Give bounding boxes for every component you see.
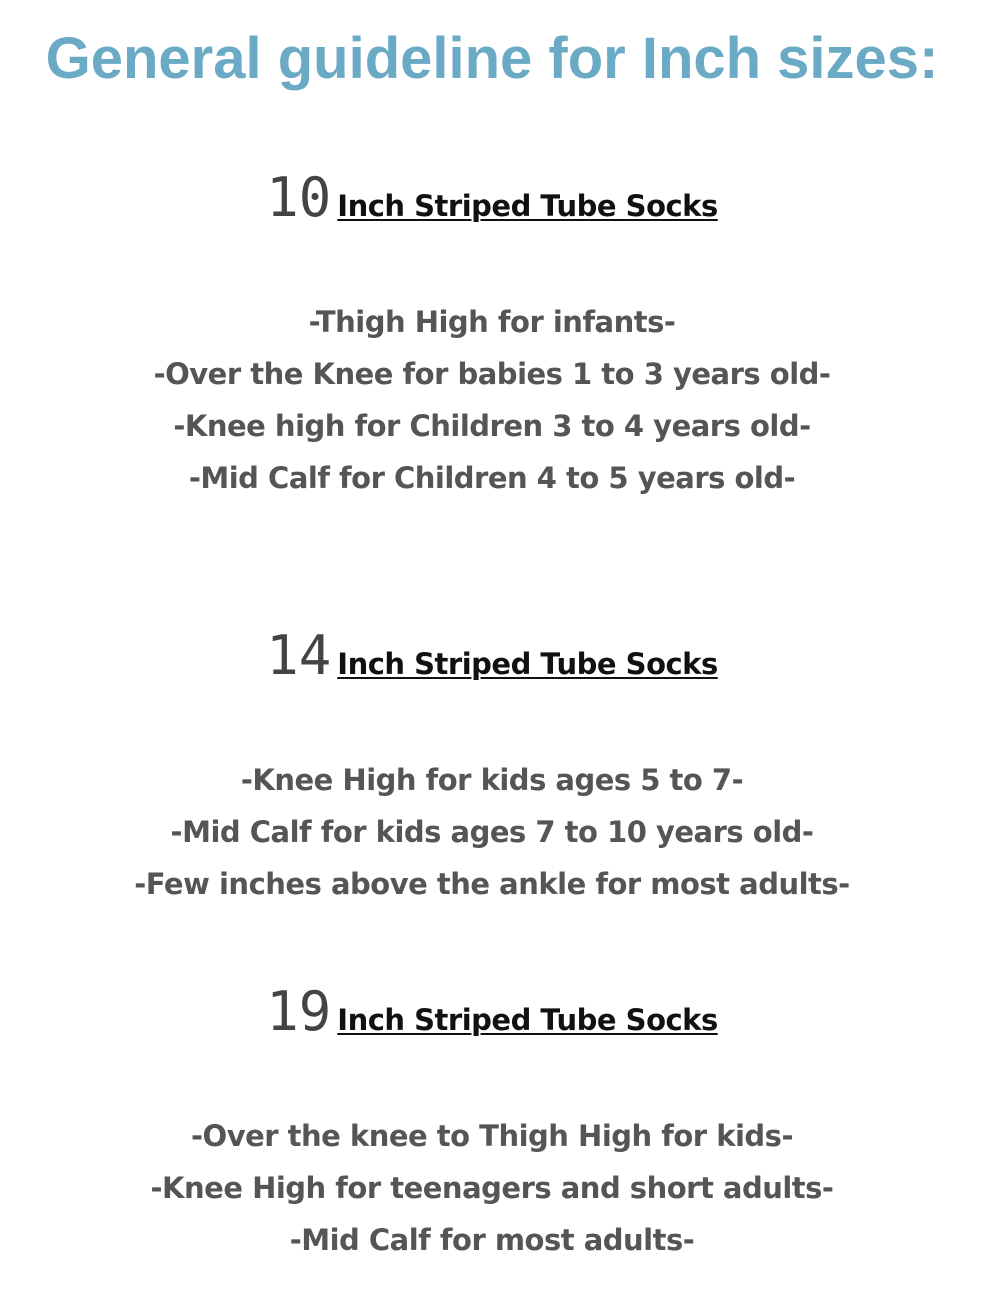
size-number: 19 — [266, 980, 332, 1043]
size-number: 14 — [266, 624, 332, 687]
section-19-inch — [0, 980, 984, 1266]
section-heading — [0, 980, 984, 1044]
section-heading — [0, 624, 984, 688]
guideline-item: -Mid Calf for most adults- — [289, 1223, 695, 1257]
guideline-list — [0, 296, 984, 504]
size-heading-link[interactable]: Inch Striped Tube Socks — [337, 647, 718, 681]
size-heading-link[interactable]: Inch Striped Tube Socks — [337, 1003, 718, 1037]
guideline-item: -Knee High for kids ages 5 to 7- — [240, 763, 744, 797]
guideline-item: -Few inches above the ankle for most adults- — [134, 867, 850, 901]
guideline-list — [0, 1110, 984, 1266]
section-14-inch — [0, 624, 984, 910]
guideline-item: -Knee High for teenagers and short adults- — [150, 1171, 834, 1205]
guideline-item: -Thigh High for infants- — [308, 305, 676, 339]
page-title: General guideline for Inch sizes: — [45, 26, 939, 91]
guideline-item: -Mid Calf for Children 4 to 5 years old- — [188, 461, 796, 495]
guideline-item: -Mid Calf for kids ages 7 to 10 years old- — [170, 815, 814, 849]
guideline-item: -Over the Knee for babies 1 to 3 years old- — [153, 357, 831, 391]
size-heading-link[interactable]: Inch Striped Tube Socks — [337, 189, 718, 223]
section-heading — [0, 166, 984, 230]
guideline-item: -Over the knee to Thigh High for kids- — [191, 1119, 793, 1153]
section-10-inch — [0, 166, 984, 504]
size-number: 10 — [266, 166, 332, 229]
guideline-item: -Knee high for Children 3 to 4 years old- — [173, 409, 811, 443]
guideline-list — [0, 754, 984, 910]
